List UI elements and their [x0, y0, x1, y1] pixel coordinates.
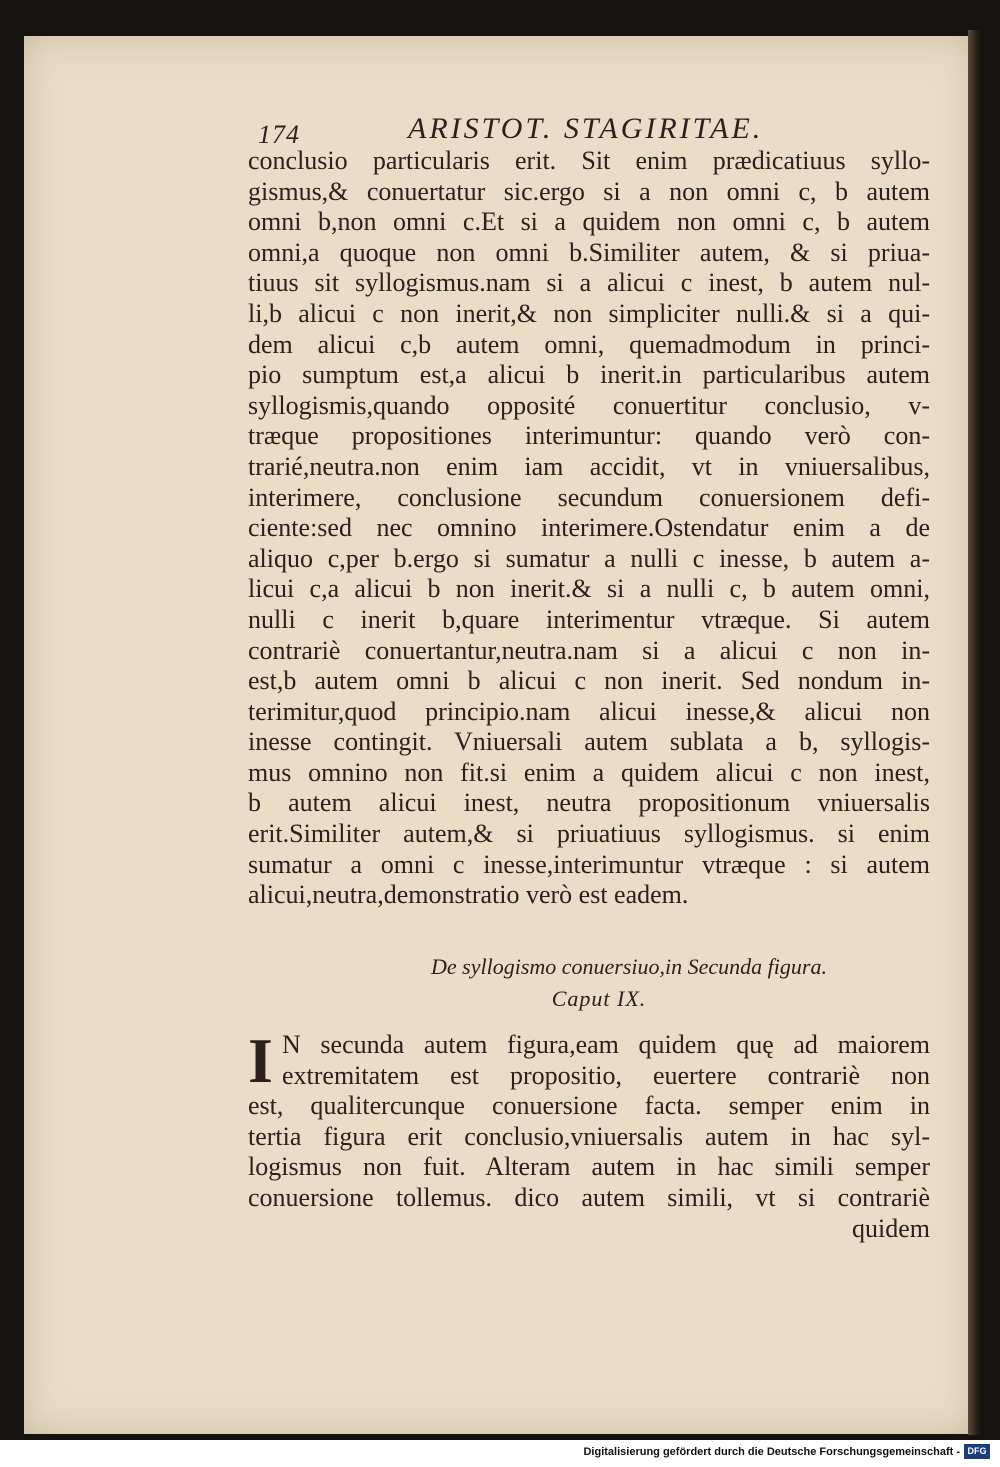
text-line: aliquo c,per b.ergo si sumatur a nulli c inesse, b autem a-	[248, 543, 930, 573]
text-line: erit.Similiter autem,& si priuatiuus syllogismus. si enim	[248, 819, 930, 849]
text-line: nulli c inerit b,quare interimentur vtræque. Si autem	[248, 604, 930, 634]
text-line: N secunda autem figura,eam quidem quę ad maiorem	[282, 1030, 930, 1059]
text-line: gismus,& conuertatur sic.ergo si a non omni c, b autem	[248, 176, 930, 206]
text-line: extremitatem est propositio, euertere contrariè non	[282, 1060, 930, 1090]
text-line: terimitur,quod principio.nam alicui inesse,& alicui non	[248, 696, 930, 726]
chapter-heading	[248, 952, 930, 1016]
text-line: omni b,non omni c.Et si a quidem non omni c, b autem	[248, 207, 930, 237]
text-line: alicui,neutra,demonstratio verò est eadem.	[248, 880, 689, 910]
body-text	[248, 146, 930, 911]
text-line: contrariè conuertantur,neutra.nam si a alicui c non in-	[248, 635, 930, 665]
drop-cap: I	[248, 1025, 273, 1096]
text-line: træque propositiones interimuntur: quando verò con-	[248, 421, 930, 451]
page-edge-shadow	[968, 30, 982, 1435]
chapter-body-text	[248, 1025, 930, 1244]
text-line: tiuus sit syllogismus.nam si a alicui c inest, b autem nul-	[248, 268, 930, 298]
running-head	[258, 110, 818, 150]
dfg-logo: DFG	[964, 1444, 990, 1459]
text-line: est, qualitercunque conuersione facta. semper enim in	[248, 1091, 930, 1121]
text-line: li,b alicui c non inerit,& non simpliciter nulli.& si a qui-	[248, 298, 930, 328]
text-line: conclusio particularis erit. Sit enim prædicatiuus syllo-	[248, 146, 930, 175]
text-line: interimere, conclusione secundum conuersionem defi-	[248, 482, 930, 512]
text-line: licui c,a alicui b non inerit.& si a nulli c, b autem omni,	[248, 574, 930, 604]
text-line: mus omnino non fit.si enim a quidem alicui c non inest,	[248, 757, 930, 787]
text-line: omni,a quoque non omni b.Similiter autem, & si priua-	[248, 237, 930, 267]
text-line: pio sumptum est,a alicui b inerit.in particularibus autem	[248, 360, 930, 390]
text-line: sumatur a omni c inesse,interimuntur vtræque : si autem	[248, 849, 930, 879]
running-title: ARISTOT. STAGIRITAE.	[408, 112, 764, 145]
text-line: inesse contingit. Vniuersali autem sublata a b, syllogis-	[248, 727, 930, 757]
text-line: ciente:sed nec omnino interimere.Ostendatur enim a de	[248, 513, 930, 543]
text-line: conuersione tollemus. dico autem simili, vt si contrariè	[248, 1182, 930, 1212]
text-line: est,b autem omni b alicui c non inerit. Sed nondum in-	[248, 666, 930, 696]
chapter-number: Caput IX.	[551, 986, 647, 1011]
text-line: trarié,neutra.non enim iam accidit, vt in vniuersalibus,	[248, 451, 930, 481]
digitization-credit: Digitalisierung gefördert durch die Deutsche Forschungsgemeinschaft -	[583, 1446, 960, 1458]
footer-bar	[0, 1440, 1000, 1467]
text-line: dem alicui c,b autem omni, quemadmodum in princi-	[248, 329, 930, 359]
catchword: quidem	[852, 1213, 930, 1243]
text-line: tertia figura erit conclusio,vniuersalis autem in hac syl-	[248, 1121, 930, 1151]
text-line: logismus non fuit. Alteram autem in hac simili semper	[248, 1152, 930, 1182]
page-number: 174	[258, 120, 300, 149]
chapter-title: De syllogismo conuersiuo,in Secunda figura.	[431, 954, 827, 979]
text-line: syllogismis,quando opposité conuertitur conclusio, v-	[248, 390, 930, 420]
text-line: b autem alicui inest, neutra propositionum vniuersalis	[248, 788, 930, 818]
